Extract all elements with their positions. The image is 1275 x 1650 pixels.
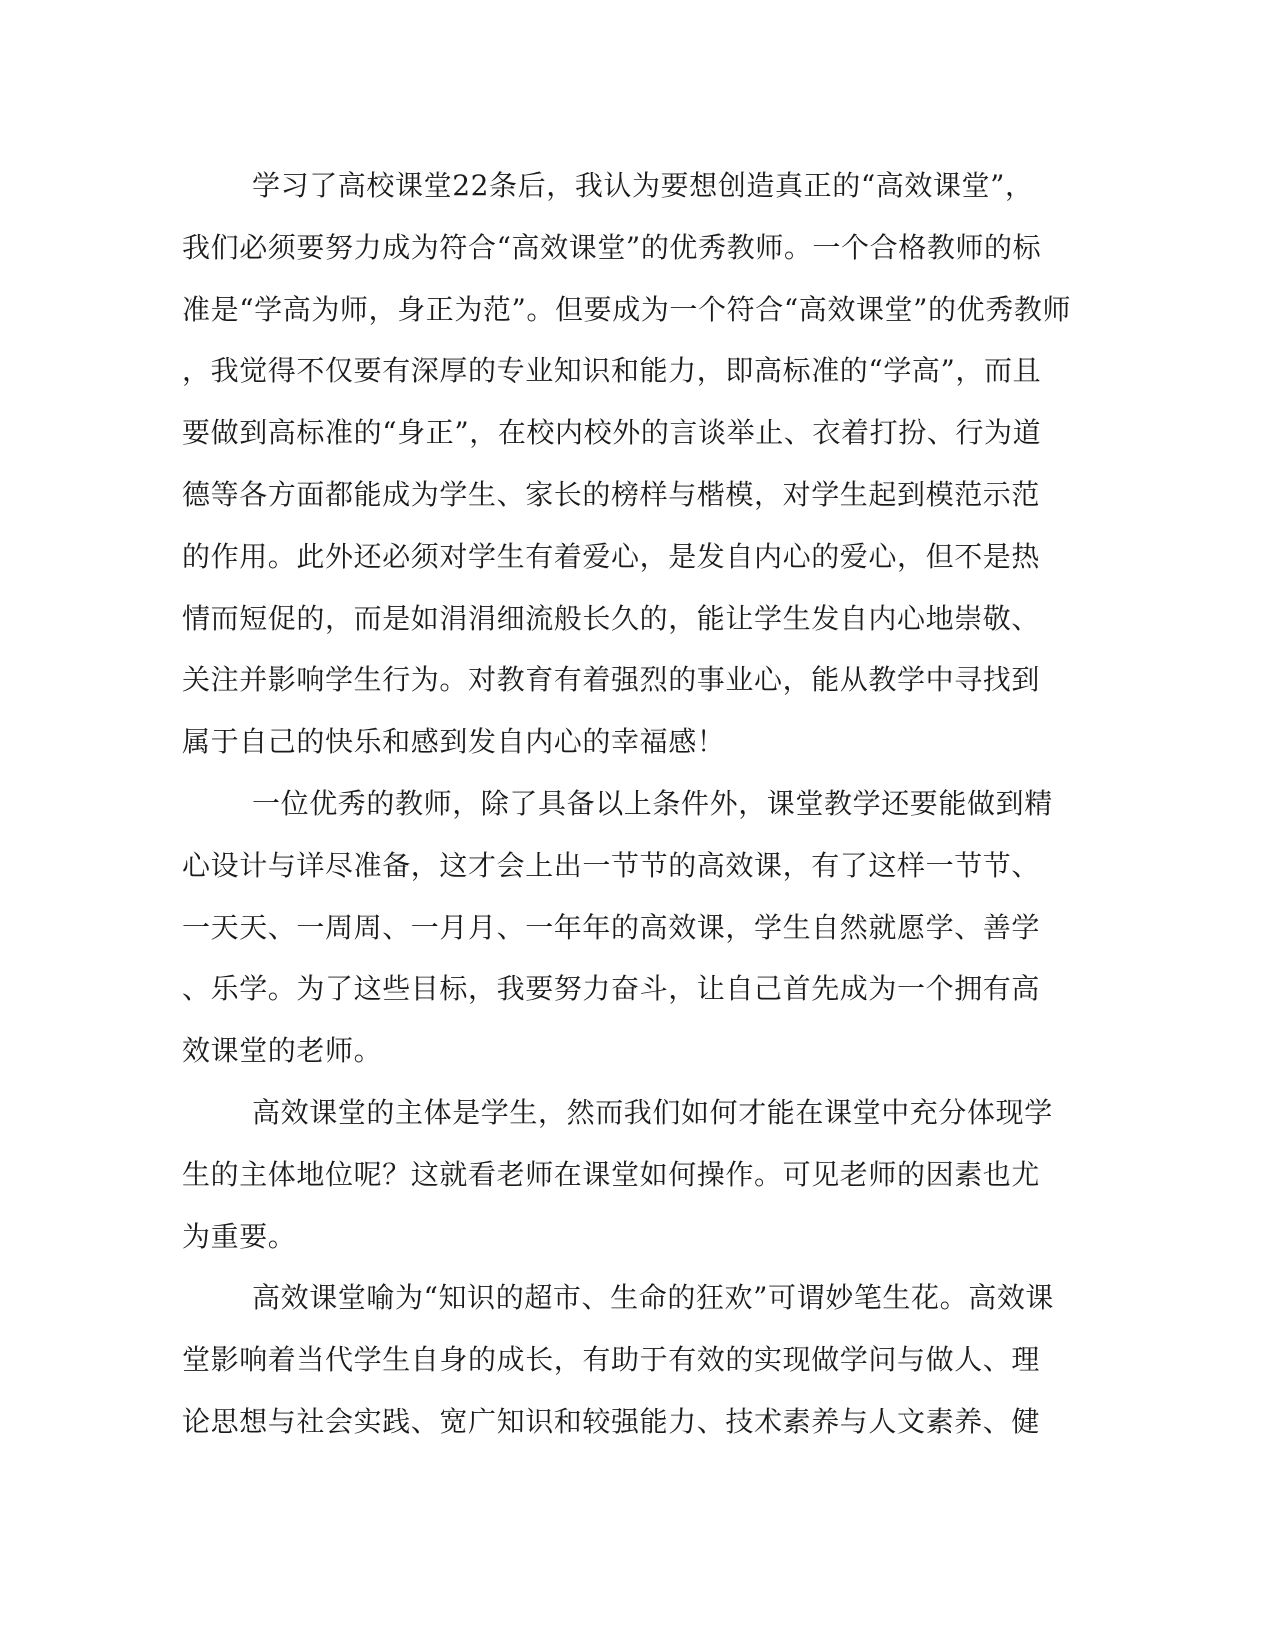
text-line: 情而短促的，而是如涓涓细流般长久的，能让学生发自内心地崇敬、 — [182, 601, 1041, 635]
text-line: 心设计与详尽准备，这才会上出一节节的高效课，有了这样一节节、 — [182, 848, 1041, 882]
text-line: 效课堂的老师。 — [182, 1034, 383, 1068]
text-line: 我们必须要努力成为符合“高效课堂”的优秀教师。一个合格教师的标 — [182, 230, 1042, 264]
text-line: 的作用。此外还必须对学生有着爱心，是发自内心的爱心，但不是热 — [182, 539, 1041, 573]
text-line: 学习了高校课堂22条后，我认为要想创造真正的“高效课堂”， — [252, 169, 1034, 202]
text-line: 为重要。 — [182, 1219, 297, 1253]
text-line: 德等各方面都能成为学生、家长的榜样与楷模，对学生起到模范示范 — [182, 477, 1041, 511]
document-body — [182, 158, 1072, 1456]
text-line: 高效课堂的主体是学生，然而我们如何才能在课堂中充分体现学 — [252, 1095, 1053, 1129]
text-line: 要做到高标准的“身正”，在校内校外的言谈举止、衣着打扮、行为道 — [182, 416, 1042, 450]
text-line: 准是“学高为师，身正为范”。但要成为一个符合“高效课堂”的优秀教师 — [182, 292, 1072, 326]
text-line: 属于自己的快乐和感到发自内心的幸福感！ — [182, 725, 726, 759]
text-line: 、乐学。为了这些目标，我要努力奋斗，让自己首先成为一个拥有高 — [182, 972, 1041, 1006]
text-line: 生的主体地位呢？这就看老师在课堂如何操作。可见老师的因素也尤 — [182, 1157, 1041, 1191]
text-line: 论思想与社会实践、宽广知识和较强能力、技术素养与人文素养、健 — [182, 1404, 1041, 1438]
text-line: 关注并影响学生行为。对教育有着强烈的事业心，能从教学中寻找到 — [182, 663, 1041, 697]
text-line: 一位优秀的教师，除了具备以上条件外，课堂教学还要能做到精 — [252, 786, 1053, 820]
text-line: ，我觉得不仅要有深厚的专业知识和能力，即高标准的“学高”，而且 — [182, 354, 1042, 388]
text-line: 高效课堂喻为“知识的超市、生命的狂欢”可谓妙笔生花。高效课 — [252, 1281, 1055, 1315]
text-line: 堂影响着当代学生自身的成长，有助于有效的实现做学问与做人、理 — [182, 1343, 1041, 1377]
text-line: 一天天、一周周、一月月、一年年的高效课，学生自然就愿学、善学 — [182, 910, 1041, 944]
